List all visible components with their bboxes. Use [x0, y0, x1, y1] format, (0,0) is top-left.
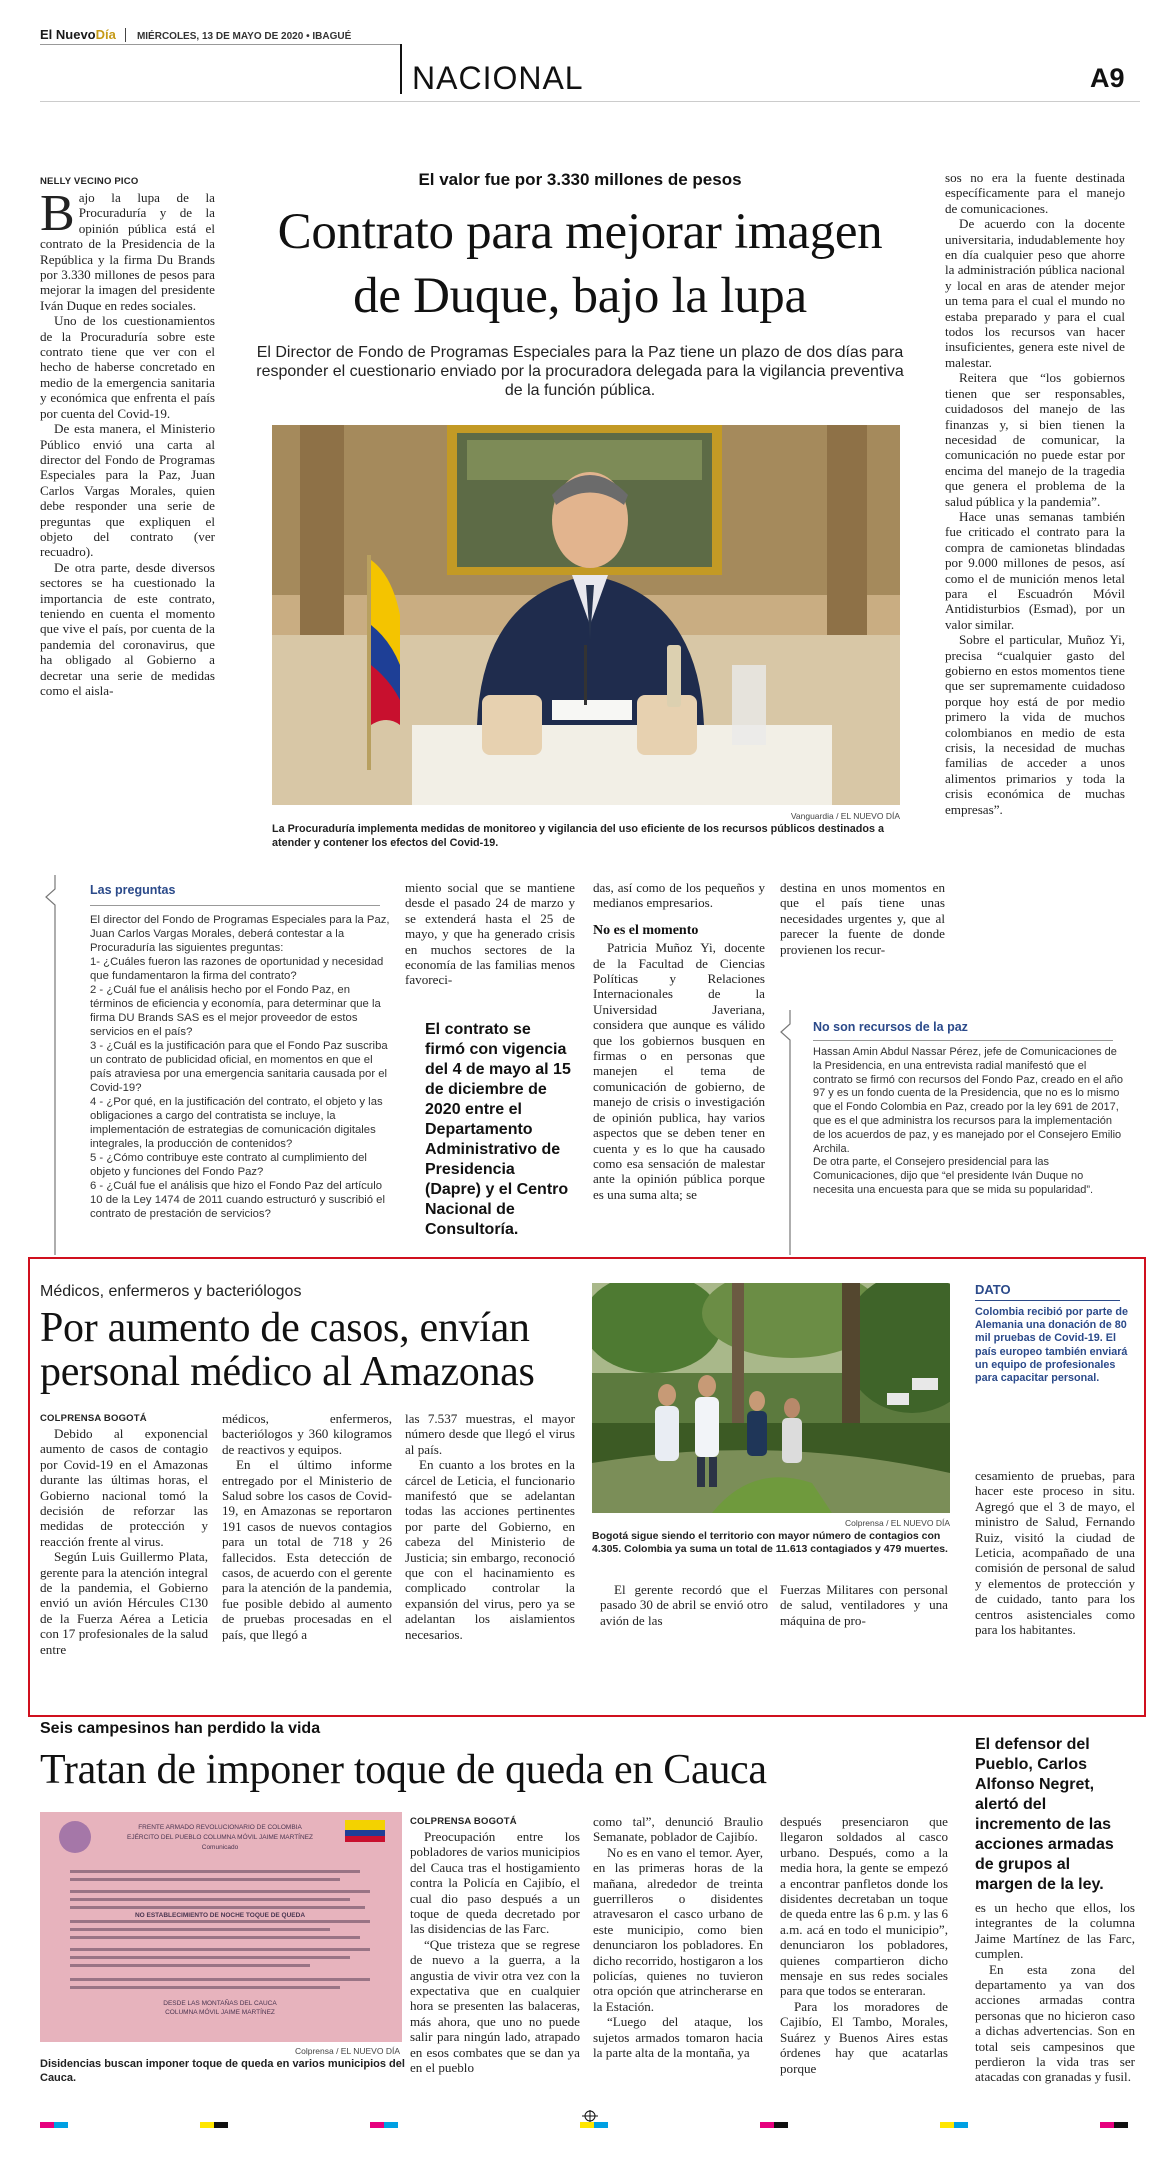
- headline-line: Contrato para mejorar imagen: [277, 204, 883, 260]
- pregunta-item: 6 - ¿Cuál fue el análisis que hizo el Fondo Paz del artículo 10 de la Ley 1474 de 2011 cuando estructuró y suscribió el contrato de prestación de servicios?: [90, 1180, 385, 1220]
- dropcap: B: [40, 190, 75, 242]
- story1-kicker: El valor fue por 3.330 millones de pesos: [418, 170, 742, 189]
- masthead: [40, 26, 1140, 46]
- press-conference-image: [272, 425, 900, 805]
- section-divider: [400, 44, 402, 94]
- story2-headline: [40, 1306, 600, 1394]
- story2-paragraph: Debido al exponencial aumento de casos de contagio por Covid-19 en el Amazonas durante las últimas horas, el Gobierno nacional tomó la decisión de reforzar las medidas de protección y reacción frente al virus.: [40, 1426, 208, 1549]
- preguntas-list: [90, 913, 390, 1253]
- story1-paragraph: Reitera que “los gobiernos tienen que ser responsables, cuidadosos del manejo de las finanzas y, si bien tienen la necesidad de comunicar, la comunicación no puede estar por encima del manejo de la tragedia que genera el problema de la salud pública y la pandemia”.: [945, 370, 1125, 509]
- story2-byline: COLPRENSA BOGOTÁ: [40, 1413, 147, 1424]
- story2-col5: [780, 1582, 948, 1710]
- story1-paragraph: De acuerdo con la docente universitaria, indudablemente hoy en día cualquier peso que ahorre la administración pública nacional y local en aras de atender mejor un tema para el cual el mundo no estaba preparado y para el cual todos los recursos van hacer insuficientes, genera este nivel de malestar.: [945, 216, 1125, 370]
- pregunta-item: 3 - ¿Cuál es la justificación para que el Fondo Paz suscriba un contrato de publicidad oficial, en momentos en que el país atraviesa por una emergencia sanitaria causada por el Covid-19?: [90, 1040, 388, 1094]
- story1-byline: NELLY VECINO PICO: [40, 176, 139, 187]
- story3-kicker: Seis campesinos han perdido la vida: [40, 1720, 321, 1737]
- print-color-bar: [40, 2110, 1140, 2134]
- story1-paragraph: destina en unos momentos en que el país tiene unas necesidades urgentes y, que al parecer la fuente de donde provienen los recur-: [780, 880, 945, 957]
- dateline: MIÉRCOLES, 13 DE MAYO DE 2020 • IBAGUÉ: [136, 31, 352, 42]
- story3-paragraph: Preocupación entre los pobladores de varios municipios del Cauca tras el hostigamiento contra la Policía en Cajibío, el cual dio paso después a un toque de queda decretado por las disidencias de las Farc.: [410, 1829, 580, 1937]
- story1-paragraph: De esta manera, el Ministerio Público envió una carta al director del Fondo de Programas Especiales para la Paz, Juan Carlos Vargas Morales, quien debe responder una serie de preguntas que expliquen el objeto del contrato (ver recuadro).: [40, 421, 215, 560]
- headline-line: personal médico al Amazonas: [40, 1349, 535, 1395]
- story3-paragraph: En esta zona del departamento ya van dos acciones armadas contra personas que no hicieron caso a dichas advertencias. Son en total seis campesinos que perdieron la vida tras ser atacadas con granadas y fusil.: [975, 1961, 1135, 2085]
- recursos-title: No son recursos de la paz: [813, 1020, 968, 1034]
- duque-photo-credit: Vanguardia / EL NUEVO DÍA: [790, 811, 900, 821]
- story2-paragraph: Según Luis Guillermo Plata, gerente para la atención integral de la pandemia, el Gobierno envió un avión Hércules C130 de la Fuerza Aérea a Leticia con 17 profesionales de la salud entre: [40, 1549, 208, 1657]
- page-number: A9: [1090, 63, 1125, 93]
- story1-lead: ajo la lupa de la Procuraduría y de la opinión pública está el contrato de la Presidencia de la República y la firma Du Brands por 3.330 millones de pesos para mejorar la imagen del presidente Iván Duque en redes sociales.: [40, 190, 215, 313]
- logo-text: El Nuevo: [40, 27, 96, 42]
- preguntas-title: Las preguntas: [90, 883, 176, 897]
- story2-paragraph: las 7.537 muestras, el mayor número desde que llegó el virus al país.: [405, 1411, 575, 1457]
- preguntas-box: [40, 875, 390, 1255]
- story1-paragraph: das, así como de los pequeños y medianos empresarios.: [593, 880, 765, 911]
- jungle-visit-image: [592, 1283, 950, 1513]
- headline-line: de Duque, bajo la lupa: [353, 268, 807, 324]
- story1-paragraph: De otra parte, desde diversos sectores se ha cuestionado la importancia de este contrato, teniendo en cuenta el momento que vive el país, por cuenta de la pandemia del coronavirus, que ha obligado al Gobierno a decretar una serie de medidas como el aisla-: [40, 559, 215, 698]
- dato-box: [975, 1282, 1130, 1427]
- preguntas-intro: El director del Fondo de Programas Especiales para la Paz, Juan Carlos Vargas Morales, deberá contestar a la Procuraduría las siguientes preguntas:: [90, 914, 390, 954]
- amazonas-photo: [592, 1283, 950, 1513]
- pregunta-item: 5 - ¿Cómo contribuye este contrato al cumplimiento del objeto y funciones del Fondo Paz?: [90, 1152, 367, 1178]
- dato-text: Colombia recibió por parte de Alemania una donación de 80 mil pruebas de Covid-19. El país europeo también enviará un equipo de profesionales para capacitar personal.: [975, 1306, 1128, 1385]
- story1-mid-col2: [593, 880, 765, 1252]
- pamphlet-sign1: DESDE LAS MONTAÑAS DEL CAUCA: [163, 2000, 277, 2007]
- story1-paragraph: Sobre el particular, Muñoz Yi, precisa “cualquier gasto del gobierno en estos momentos tiene que ser supremamente cuidadoso porque hoy está de por medio primero la vida de muchos colombianos en medio de esta crisis, la necesidad de muchas familias de acceder a unos alimentos primarios y toda la crisis económica de muchas empresas”.: [945, 632, 1125, 817]
- pregunta-item: 1- ¿Cuáles fueron las razones de oportunidad y necesidad que fundamentaron la firma del contrato?: [90, 956, 384, 982]
- story1-right-col: [945, 170, 1125, 1050]
- story1-mid-col3: [780, 880, 945, 975]
- logo-text-accent: Día: [95, 27, 116, 42]
- story3-col2: [593, 1814, 763, 2094]
- pamphlet-title: FRENTE ARMADO REVOLUCIONARIO DE COLOMBIA: [138, 1824, 302, 1831]
- story2-col1: [40, 1426, 208, 1711]
- story3-headline: Tratan de imponer toque de queda en Cauca: [40, 1747, 767, 1793]
- story1-headline: [225, 200, 935, 328]
- pamphlet-photo-caption: Disidencias buscan imponer toque de queda en varios municipios del Cauca.: [40, 2058, 405, 2084]
- story2-col4: [600, 1582, 768, 1710]
- story1-paragraph: Uno de los cuestionamientos de la Procuraduría sobre este contrato tiene que ver con el hecho de haberse concretado en medio de la emergencia sanitaria y económica que enfrenta el país por cuenta del Covid-19.: [40, 313, 215, 421]
- recursos-paragraph: De otra parte, el Consejero presidencial para las Comunicaciones, dijo que “el presidente Iván Duque no necesita una encuesta para que se mida su popularidad”.: [813, 1156, 1094, 1196]
- story1-col1: [40, 190, 215, 840]
- section-title: NACIONAL: [412, 60, 584, 96]
- amazonas-photo-credit: Colprensa / EL NUEVO DÍA: [844, 1518, 950, 1528]
- recursos-paragraph: Hassan Amin Abdul Nassar Pérez, jefe de Comunicaciones de la Presidencia, en una entrevista radial manifestó que el contrato se firmó con recursos del Fondo Paz, creado en el año 97 y es un fondo cuenta de la Presidencia, que no es lo mismo que el Fondo Colombia en Paz, creado por la ley 691 de 2017, que es el que administra los recursos para la implementación de los acuerdos de paz, y es manejado por el Consejero Emilio Archila.: [813, 1046, 1123, 1155]
- amazonas-photo-caption: Bogotá sigue siendo el territorio con mayor número de contagios con 4.305. Colombia ya suma un total de 11.613 contagiados y 479 muertes.: [592, 1530, 948, 1555]
- story1-paragraph: Patricia Muñoz Yi, docente de la Facultad de Ciencias Políticas y Relaciones Internacionales de la Universidad Javeriana, considera que aunque es válido que los gobiernos busquen en firmas o en personas que manejen el tema de comunicación de gobierno, de manejo de crisis o investigación de opinión publica, hay varios aspectos que se deben tener en cuenta y es lo que ha causado como esa sensación de malestar ante la opinión pública porque es una suma alta; se: [593, 940, 765, 1202]
- story3-paragraph: “Luego del ataque, los sujetos armados tomaron hacia la parte alta de la montaña, ya: [593, 2014, 763, 2061]
- story2-paragraph: En el último informe entregado por el Ministerio de Salud sobre los casos de Covid-19, en Amazonas se reportaron 191 casos de nuevos contagios para un total de 718 y 26 fallecidos. Esta detección de casos, de acuerdo con el gerente para la atención de la pandemia, fue posible debido al aumento de pruebas procesadas en el país, que llegó a: [222, 1457, 392, 1642]
- story3-paragraph: es un hecho que ellos, los integrantes de la columna Jaime Martínez de las Farc, cumplen.: [975, 1900, 1135, 1962]
- story3-paragraph: como tal”, denunció Braulio Semanate, poblador de Cajibío.: [593, 1814, 763, 1845]
- story2-col3: [405, 1411, 575, 1711]
- pamphlet-subtitle: EJÉRCITO DEL PUEBLO COLUMNA MÓVIL JAIME MARTÍNEZ: [126, 1834, 313, 1841]
- masthead-logo: [40, 27, 119, 42]
- story2-paragraph: El gerente recordó que el pasado 30 de abril se envió otro avión de las: [600, 1582, 768, 1628]
- dato-label: DATO: [975, 1282, 1011, 1297]
- story3-paragraph: Para los moradores de Cajibío, El Tambo, Morales, Suárez y Buenos Aires estas órdenes hay que acatarlas porque: [780, 1998, 948, 2076]
- headline-line: Por aumento de casos, envían: [40, 1305, 530, 1351]
- story1-pullquote: El contrato se firmó con vigencia del 4 de mayo al 15 de diciembre de 2020 entre el Departamento Administrativo de Presidencia (Dapre) y el Centro Nacional de Consultoría.: [425, 1021, 571, 1238]
- story1-paragraph: Hace unas semanas también fue criticado el contrato para la compra de camionetas blindadas por 9.000 millones de pesos, así como el de munición menos letal para el Escuadrón Móvil Antidisturbios (Esmad), por un valor similar.: [945, 508, 1125, 632]
- story1-paragraph: sos no era la fuente destinada específicamente para el manejo de comunicaciones.: [945, 170, 1125, 216]
- recursos-box: [775, 1010, 1125, 1255]
- pamphlet-photo-credit: Colprensa / EL NUEVO DÍA: [294, 2046, 400, 2056]
- duque-photo-caption: La Procuraduría implementa medidas de monitoreo y vigilancia del uso eficiente de los recursos públicos destinados a atender y contener los efectos del Covid-19.: [272, 823, 884, 849]
- duque-photo: [272, 425, 900, 805]
- story3-paragraph: después presenciaron que llegaron soldados al casco urbano. Después, como a la media hora, la gente se empezó a encontrar panfletos donde los disidentes decretaban un toque de queda entre las 6 p.m. y las 6 a.m. acá en todo el municipio”, denunciaron los pobladores, quienes compartieron dicho mensaje en sus redes sociales para que todos se enteraran.: [780, 1814, 948, 1999]
- story3-paragraph: “Que tristeza que se regrese de nuevo a la guerra, a la angustia de vivir otra vez con la expectativa que en cualquier hora se presenten las balaceras, más ahora, que uno no puede salir para ningún lado, atrapado en esos combates que se dan ya en el pueblo: [410, 1936, 580, 2076]
- story2-paragraph: En cuanto a los brotes en la cárcel de Leticia, el funcionario manifestó que se adelantan todas las acciones pertinentes por parte del Gobierno, en cabeza del Ministerio de Justicia; sin embargo, reconoció que con el hacinamiento es complicado controlar la expansión del virus, pero ya se adelantan los aislamientos necesarios.: [405, 1457, 575, 1642]
- story2-paragraph: cesamiento de pruebas, para hacer este proceso in situ. Agregó que el 3 de mayo, el ministro de Salud, Fernando Ruiz, visitó la ciudad de Leticia, acompañado de una comisión de personal de salud y elementos de protección y de cuidado, tanto para los centros asistenciales como para los habitantes.: [975, 1468, 1135, 1638]
- story3-pullquote: El defensor del Pueblo, Carlos Alfonso Negret, alertó del incremento de las acciones armadas de grupos al margen de la ley.: [975, 1736, 1114, 1893]
- box-bracket: [40, 875, 80, 1255]
- pamphlet-photo: [40, 1812, 402, 2042]
- story3-col1: [410, 1829, 580, 2094]
- story2-col6: [975, 1468, 1135, 1713]
- pamphlet-heading: NO ESTABLECIMIENTO DE NOCHE TOQUE DE QUEDA: [134, 1912, 306, 1919]
- box-bracket: [775, 1010, 805, 1255]
- registration-marks: [40, 2110, 1140, 2134]
- story2-col2: [222, 1411, 392, 1711]
- story2-paragraph: Fuerzas Militares con personal de salud, ventiladores y una máquina de pro-: [780, 1582, 948, 1628]
- pamphlet-sign2: COLUMNA MÓVIL JAIME MARTÍNEZ: [165, 2009, 275, 2016]
- story3-paragraph: No es en vano el temor. Ayer, en las primeras horas de la mañana, alrededor de treinta guerrilleros o disidentes atravesaron el casco urbano de este municipio, como bien denunciaron los pobladores. En dicho recorrido, hostigaron a los policías, quienes no tuvieron otra opción que atrincherarse en la Estación.: [593, 1844, 763, 2014]
- pregunta-item: 4 - ¿Por qué, en la justificación del contrato, el objeto y las obligaciones a cargo del contratista se incluye, la implementación de estrategias de comunicación digitales integrales, la producción de contenidos?: [90, 1096, 383, 1150]
- story3-col3: [780, 1814, 948, 2094]
- pregunta-item: 2 - ¿Cuál fue el análisis hecho por el Fondo Paz, en términos de eficiencia y economía, para determinar que la firma DU Brands SAS es el mejor proveedor de estos servicios en el país?: [90, 984, 381, 1038]
- story3-byline: COLPRENSA BOGOTÁ: [410, 1816, 517, 1827]
- story1-paragraph: miento social que se mantiene desde el pasado 24 de marzo y se extenderá hasta el 25 de mayo, y que ha generado crisis en muchos sectores de la economía de las familias menos favoreci-: [405, 880, 575, 988]
- story1-deck: El Director de Fondo de Programas Especiales para la Paz tiene un plazo de dos días para responder el cuestionario enviado por la procuradora delegada para la vigilancia preventiva de la función pública.: [256, 344, 904, 399]
- story2-kicker: Médicos, enfermeros y bacteriólogos: [40, 1283, 302, 1300]
- pamphlet-label: Comunicado: [201, 1844, 239, 1851]
- story3-col4: [975, 1900, 1135, 2095]
- recursos-text: [813, 1046, 1123, 1254]
- story1-subhead: No es el momento: [593, 922, 699, 938]
- story1-mid-col1: [405, 880, 575, 1010]
- story2-paragraph: médicos, enfermeros, bacteriólogos y 360 kilogramos de reactivos y equipos.: [222, 1411, 392, 1457]
